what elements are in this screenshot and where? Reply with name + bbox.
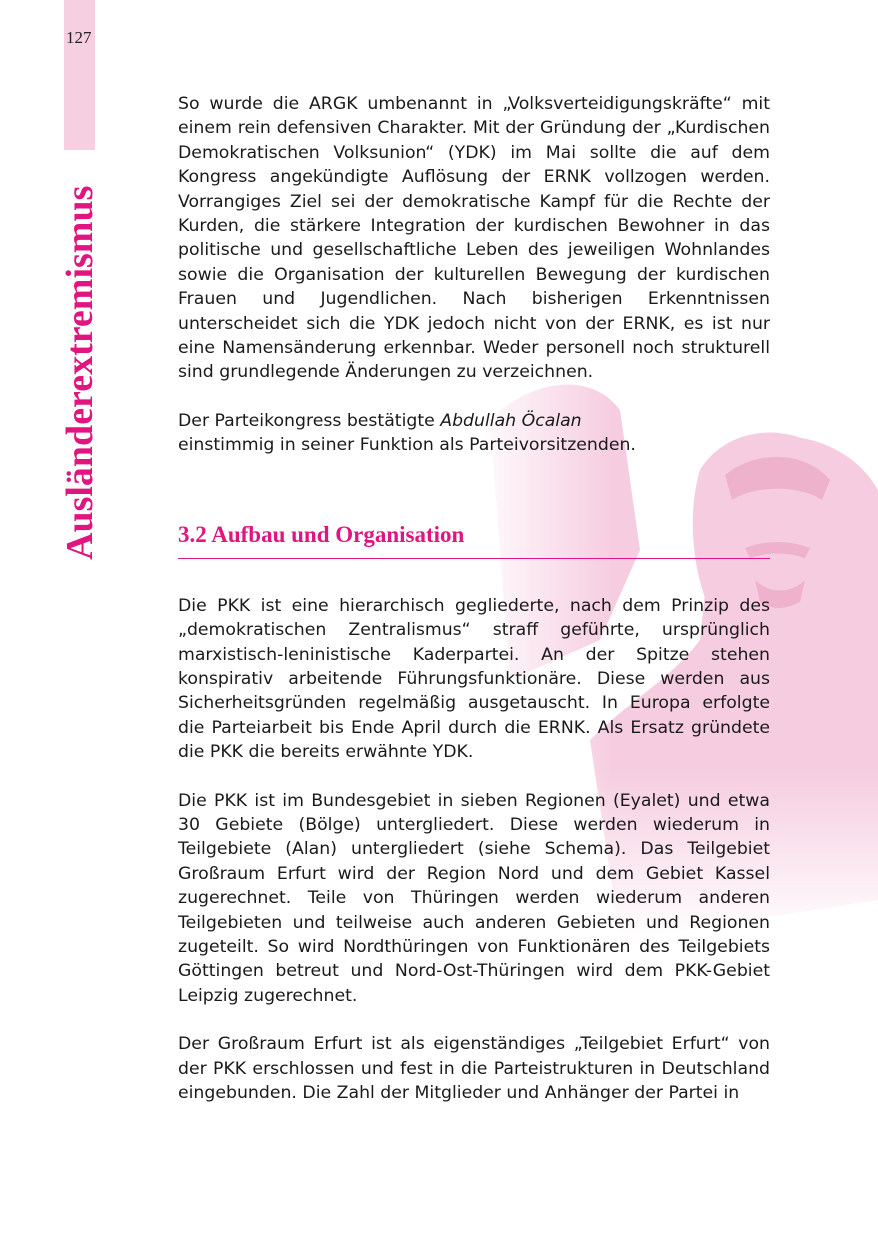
page-number: 127	[66, 28, 92, 47]
paragraph-congress	[178, 409, 770, 458]
section-heading: 3.2 Aufbau und Organisation	[178, 520, 770, 559]
paragraph-structure: Die PKK ist eine hierarchisch gegliederte, nach dem Prinzip des „demokratischen Zentralismus“ straff geführte, ursprünglich marxistisch-leninistische Kaderpartei. An der Spitze stehen konspirativ arbeitende Führungsfunktionäre. Diese werden aus Sicherheitsgründen regelmäßig ausgetauscht. In Europa erfolgte die Parteiarbeit bis Ende April durch die ERNK. Als Ersatz gründete die PKK die bereits erwähnte YDK.	[178, 595, 770, 763]
person-name: Abdullah Öcalan	[440, 410, 582, 431]
congress-suffix: einstimmig in seiner Funktion als Parteivorsitzenden.	[178, 435, 636, 456]
section-tab	[64, 0, 95, 150]
section-title-vertical: Ausländerextremismus	[59, 185, 101, 560]
body-content	[178, 92, 770, 1105]
paragraph-regions: Die PKK ist im Bundesgebiet in sieben Regionen (Eyalet) und etwa 30 Gebiete (Bölge) untergliedert. Diese werden wiederum in Teilgebiete (Alan) untergliedert (siehe Schema). Das Teilgebiet Großraum Erfurt wird der Region Nord und dem Gebiet Kassel zugerechnet. Teile von Thüringen werden wiederum anderen Teilgebieten und teilweise auch anderen Gebieten und Regionen zugeteilt. So wird Nordthüringen von Funktionären des Teilgebiets Göttingen betreut und Nord-Ost-Thüringen wird dem PKK-Gebiet Leipzig zugerechnet.	[178, 790, 770, 1006]
paragraph-erfurt: Der Großraum Erfurt ist als eigenständiges „Teilgebiet Erfurt“ von der PKK erschlossen und fest in die Parteistrukturen in Deutschland eingebunden. Die Zahl der Mitglieder und Anhänger der Partei in	[178, 1034, 770, 1103]
congress-prefix: Der Parteikongress bestätigte	[178, 410, 441, 431]
paragraph-ydk: So wurde die ARGK umbenannt in „Volksverteidigungskräfte“ mit einem rein defensiven Charakter. Mit der Gründung der „Kurdischen Demokratischen Volksunion“ (YDK) im Mai sollte die auf dem Kongress angekündigte Auflösung der ERNK vollzogen werden. Vorrangiges Ziel sei der demokratische Kampf für die Rechte der Kurden, die stärkere Integration der kurdischen Bewohner in das politische und gesellschaftliche Leben des jeweiligen Wohnlandes sowie die Organisation der kulturellen Bewegung der kurdischen Frauen und Jugendlichen. Nach bisherigen Erkenntnissen unterscheidet sich die YDK jedoch nicht von der ERNK, es ist nur eine Namensänderung erkennbar. Weder personell noch strukturell sind grundlegende Änderungen zu verzeichnen.	[178, 94, 770, 383]
